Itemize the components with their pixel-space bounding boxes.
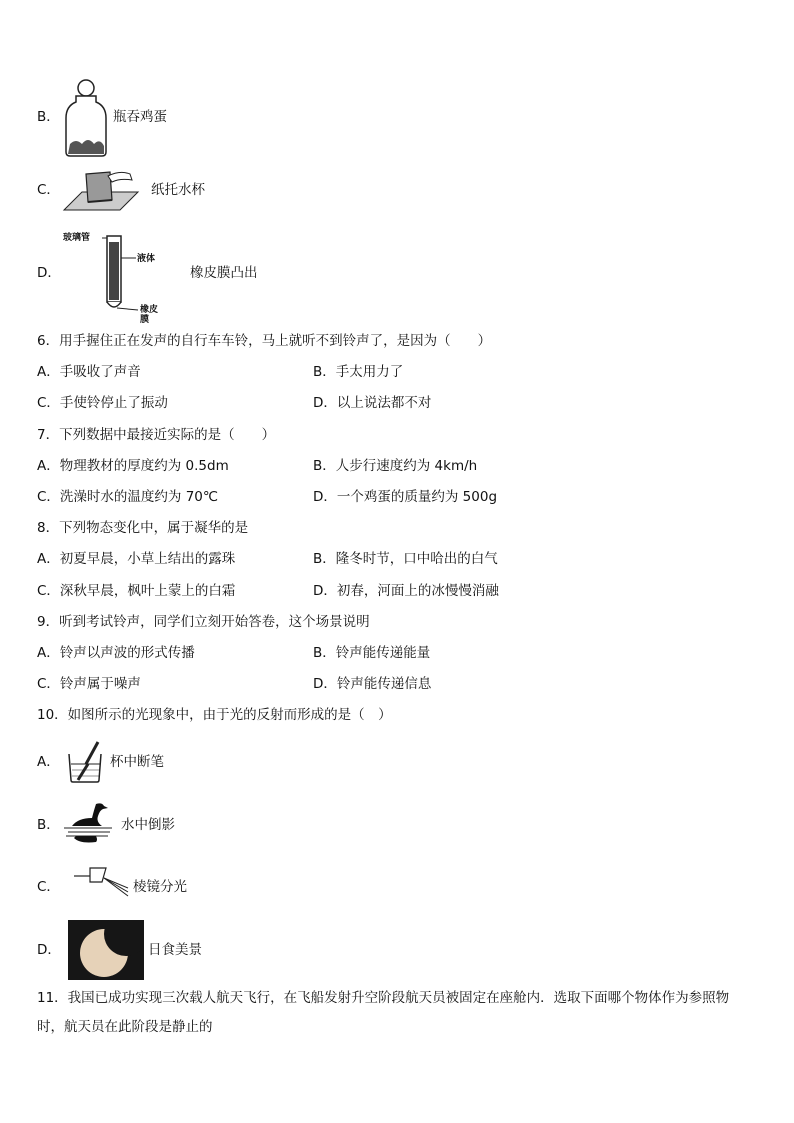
q8-option-c: C．深秋早晨，枫叶上蒙上的白霜 — [37, 583, 236, 599]
q9-option-a: A．铃声以声波的形式传播 — [37, 645, 195, 661]
q10-option-b-letter: B． — [37, 817, 60, 833]
q11-stem-line1: 11．我国已成功实现三次载人航天飞行，在飞船发射升空阶段航天员被固定在座舱内．选取下面哪个物体作为参照物 — [37, 990, 730, 1006]
bird-reflection-figure — [62, 800, 114, 846]
bottle-egg-figure — [62, 78, 110, 158]
q10-option-a-text: 杯中断笔 — [110, 754, 164, 770]
q10-stem: 10．如图所示的光现象中，由于光的反射而形成的是（ ） — [37, 707, 392, 723]
q6-option-b: B．手太用力了 — [313, 364, 404, 380]
paper-cup-figure — [62, 166, 140, 214]
q8-option-b: B．隆冬时节，口中哈出的白气 — [313, 551, 498, 567]
pencil-in-cup-figure — [66, 740, 104, 784]
q10-option-c-text: 棱镜分光 — [133, 879, 187, 895]
q7-option-d: D．一个鸡蛋的质量约为 500g — [313, 489, 498, 505]
tube-label: 玻璃管 — [63, 233, 91, 243]
q10-option-a-letter: A． — [37, 754, 60, 770]
q9-option-b: B．铃声能传递能量 — [313, 645, 431, 661]
q9-option-c: C．铃声属于噪声 — [37, 676, 141, 692]
q7-option-b: B．人步行速度约为 4km/h — [313, 458, 478, 474]
q10-option-d-text: 日食美景 — [148, 942, 202, 958]
glass-tube-figure — [62, 232, 162, 325]
q5-option-b-text: 瓶吞鸡蛋 — [113, 109, 167, 125]
q8-option-d: D．初春，河面上的冰慢慢消融 — [313, 583, 499, 599]
q7-option-a: A．物理教材的厚度约为 0.5dm — [37, 458, 229, 474]
membrane-label: 橡皮膜 — [140, 305, 159, 325]
q6-option-d: D．以上说法都不对 — [313, 395, 432, 411]
q5-option-c-text: 纸托水杯 — [151, 182, 205, 198]
q9-option-d: D．铃声能传递信息 — [313, 676, 432, 692]
q9-stem: 9．听到考试铃声，同学们立刻开始答卷，这个场景说明 — [37, 614, 370, 630]
q5-option-d-text: 橡皮膜凸出 — [190, 265, 258, 281]
q6-option-a: A．手吸收了声音 — [37, 364, 141, 380]
q11-stem-line2: 时，航天员在此阶段是静止的 — [37, 1019, 213, 1035]
q5-option-d-letter: D． — [37, 265, 61, 281]
q7-stem: 7．下列数据中最接近实际的是（ ） — [37, 427, 276, 443]
liquid-label: 液体 — [137, 254, 156, 264]
q10-option-c-letter: C． — [37, 879, 60, 895]
solar-eclipse-photo — [68, 920, 144, 980]
q7-option-c: C．洗澡时水的温度约为 70℃ — [37, 489, 219, 505]
q8-option-a: A．初夏早晨，小草上结出的露珠 — [37, 551, 236, 567]
q6-option-c: C．手使铃停止了振动 — [37, 395, 168, 411]
q6-stem: 6．用手握住正在发声的自行车车铃，马上就听不到铃声了，是因为（ ） — [37, 333, 492, 349]
q8-stem: 8．下列物态变化中，属于凝华的是 — [37, 520, 249, 536]
q10-option-b-text: 水中倒影 — [121, 817, 175, 833]
q5-option-c-letter: C． — [37, 182, 60, 198]
q5-option-b-letter: B． — [37, 109, 60, 125]
q10-option-d-letter: D． — [37, 942, 61, 958]
